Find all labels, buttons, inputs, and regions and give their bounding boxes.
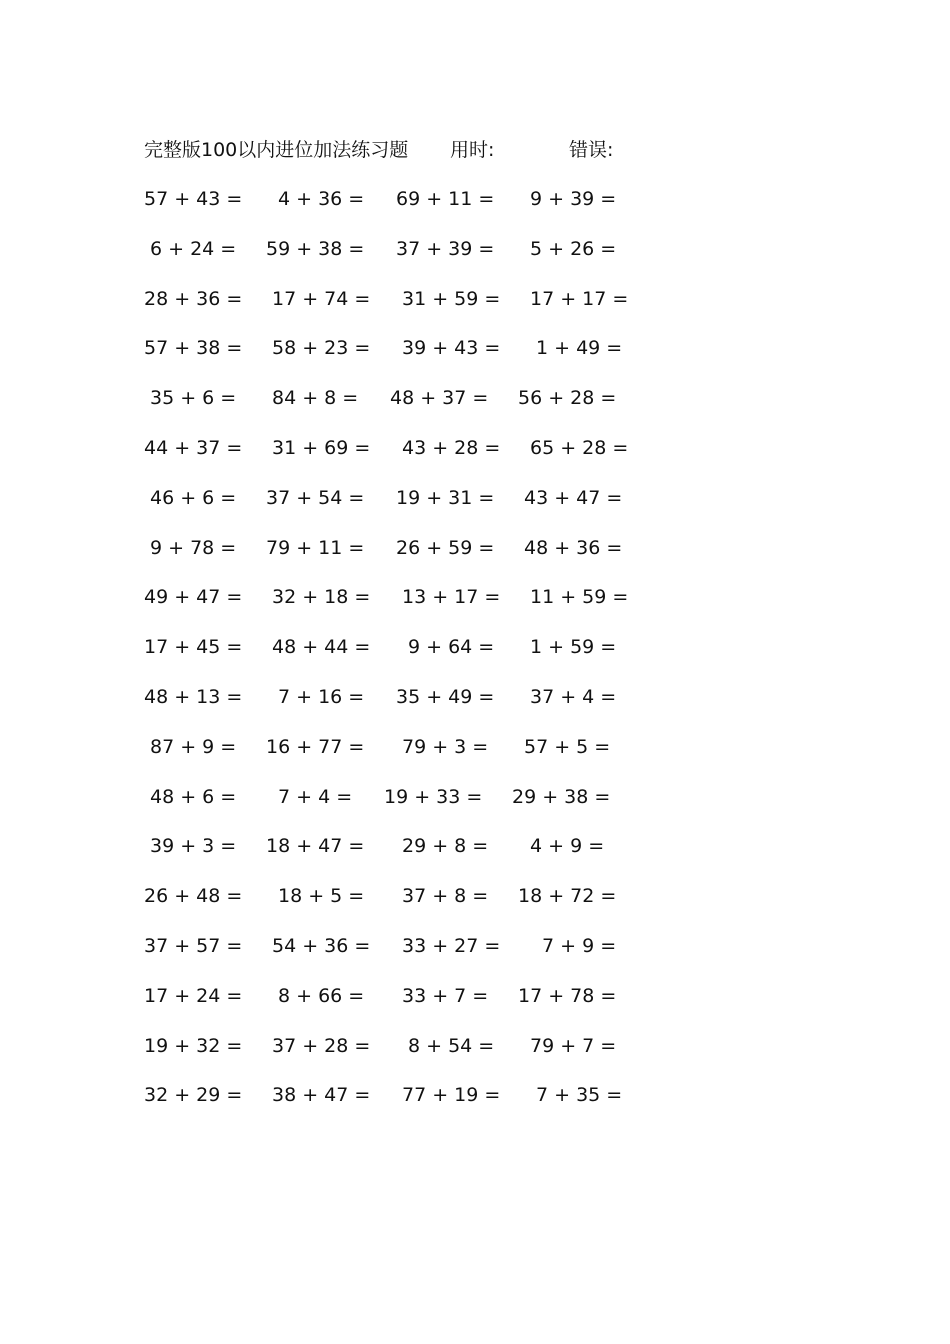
addition-problem: 32 + 29 = (144, 1084, 243, 1106)
addition-problem: 26 + 48 = (144, 885, 243, 907)
addition-problem: 35 + 6 = (150, 387, 237, 409)
addition-problem: 19 + 32 = (144, 1035, 243, 1057)
addition-problem: 79 + 11 = (266, 537, 365, 559)
addition-problem: 49 + 47 = (144, 586, 243, 608)
addition-problem: 17 + 24 = (144, 985, 243, 1007)
addition-problem: 32 + 18 = (272, 586, 371, 608)
addition-problem: 35 + 49 = (396, 686, 495, 708)
addition-problem: 31 + 69 = (272, 437, 371, 459)
addition-problem: 8 + 66 = (278, 985, 365, 1007)
addition-problem: 79 + 7 = (530, 1035, 617, 1057)
time-used-label: 用时: (450, 139, 495, 161)
addition-problem: 18 + 5 = (278, 885, 365, 907)
addition-problem: 5 + 26 = (530, 238, 617, 260)
addition-problem: 8 + 54 = (408, 1035, 495, 1057)
addition-problem: 26 + 59 = (396, 537, 495, 559)
addition-problem: 37 + 39 = (396, 238, 495, 260)
addition-problem: 28 + 36 = (144, 288, 243, 310)
addition-problem: 19 + 31 = (396, 487, 495, 509)
addition-problem: 48 + 36 = (524, 537, 623, 559)
addition-problem: 43 + 28 = (402, 437, 501, 459)
addition-problem: 44 + 37 = (144, 437, 243, 459)
addition-problem: 84 + 8 = (272, 387, 359, 409)
addition-problem: 29 + 8 = (402, 835, 489, 857)
addition-problem: 9 + 39 = (530, 188, 617, 210)
addition-problem: 17 + 74 = (272, 288, 371, 310)
addition-problem: 43 + 47 = (524, 487, 623, 509)
addition-problem: 7 + 4 = (278, 786, 353, 808)
addition-problem: 1 + 49 = (536, 337, 623, 359)
addition-problem: 1 + 59 = (530, 636, 617, 658)
addition-problem: 65 + 28 = (530, 437, 629, 459)
addition-problem: 6 + 24 = (150, 238, 237, 260)
addition-problem: 16 + 77 = (266, 736, 365, 758)
addition-problem: 9 + 64 = (408, 636, 495, 658)
addition-problem: 48 + 13 = (144, 686, 243, 708)
addition-problem: 13 + 17 = (402, 586, 501, 608)
addition-problem: 33 + 27 = (402, 935, 501, 957)
addition-problem: 37 + 4 = (530, 686, 617, 708)
addition-problem: 54 + 36 = (272, 935, 371, 957)
addition-problem: 69 + 11 = (396, 188, 495, 210)
addition-problem: 37 + 28 = (272, 1035, 371, 1057)
addition-problem: 58 + 23 = (272, 337, 371, 359)
addition-problem: 37 + 8 = (402, 885, 489, 907)
addition-problem: 59 + 38 = (266, 238, 365, 260)
addition-problem: 48 + 6 = (150, 786, 237, 808)
addition-problem: 79 + 3 = (402, 736, 489, 758)
addition-problem: 17 + 45 = (144, 636, 243, 658)
addition-problem: 48 + 37 = (390, 387, 489, 409)
addition-problem: 37 + 57 = (144, 935, 243, 957)
addition-problem: 17 + 78 = (518, 985, 617, 1007)
error-count-label: 错误: (569, 139, 614, 161)
addition-problem: 7 + 16 = (278, 686, 365, 708)
addition-problem: 17 + 17 = (530, 288, 629, 310)
addition-problem: 37 + 54 = (266, 487, 365, 509)
addition-problem: 39 + 43 = (402, 337, 501, 359)
addition-problem: 57 + 38 = (144, 337, 243, 359)
addition-problem: 57 + 43 = (144, 188, 243, 210)
addition-problem: 57 + 5 = (524, 736, 611, 758)
addition-problem: 33 + 7 = (402, 985, 489, 1007)
worksheet-title: 完整版100以内进位加法练习题 (144, 139, 409, 161)
addition-problem: 9 + 78 = (150, 537, 237, 559)
addition-problem: 7 + 35 = (536, 1084, 623, 1106)
addition-problem: 4 + 36 = (278, 188, 365, 210)
addition-problem: 19 + 33 = (384, 786, 483, 808)
addition-problem: 48 + 44 = (272, 636, 371, 658)
addition-problem: 18 + 72 = (518, 885, 617, 907)
addition-problem: 4 + 9 = (530, 835, 605, 857)
addition-problem: 39 + 3 = (150, 835, 237, 857)
addition-problem: 46 + 6 = (150, 487, 237, 509)
addition-problem: 11 + 59 = (530, 586, 629, 608)
addition-problem: 87 + 9 = (150, 736, 237, 758)
addition-problem: 18 + 47 = (266, 835, 365, 857)
addition-problem: 56 + 28 = (518, 387, 617, 409)
addition-problem: 7 + 9 = (542, 935, 617, 957)
addition-problem: 77 + 19 = (402, 1084, 501, 1106)
addition-problem: 29 + 38 = (512, 786, 611, 808)
addition-problem: 38 + 47 = (272, 1084, 371, 1106)
addition-problem: 31 + 59 = (402, 288, 501, 310)
